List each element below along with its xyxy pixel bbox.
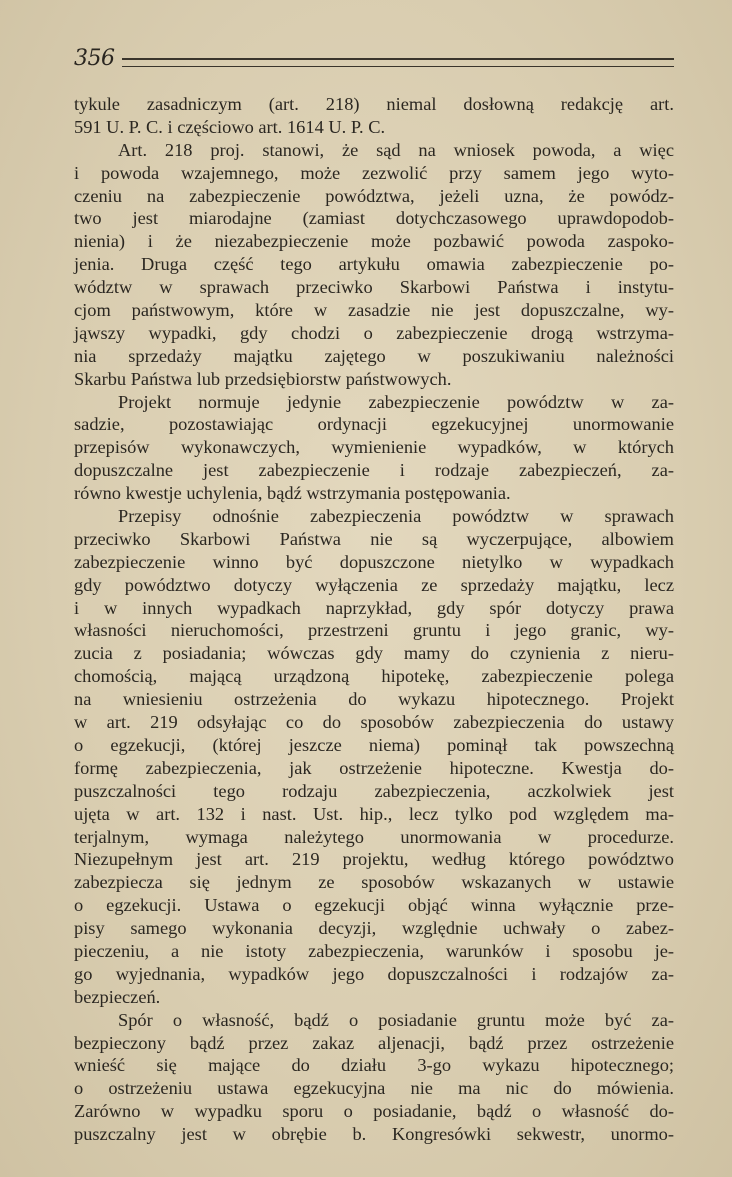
- header-rule: [122, 58, 674, 67]
- text-line: 591 U. P. C. i częściowo art. 1614 U. P. C.: [74, 116, 386, 137]
- text-line: wództw w sprawach przeciwko Skarbowi Państwa i instytu-: [74, 277, 674, 298]
- text-line: zabezpiecza się jednym ze sposobów wskazanych w ustawie: [74, 872, 674, 893]
- text-line: go wyjednania, wypadków jego dopuszczalności i rodzajów za-: [74, 963, 674, 984]
- text-line: cjom państwowym, które w zasadzie nie jest dopuszczalne, wy-: [74, 300, 674, 321]
- text-line: czeniu na zabezpieczenie powództwa, jeżeli uzna, że powódz-: [74, 185, 674, 206]
- page-header: [74, 46, 674, 76]
- text-line: nia sprzedaży majątku zajętego w poszukiwaniu należności: [74, 345, 674, 366]
- text-line: wnieść się mające do działu 3-go wykazu hipotecznego;: [74, 1055, 674, 1076]
- text-line: jenia. Druga część tego artykułu omawia zabezpieczenie po-: [74, 254, 674, 275]
- text-line: zabezpieczenie winno być dopuszczone nietylko w wypadkach: [74, 551, 674, 572]
- text-line: Art. 218 proj. stanowi, że sąd na wniosek powoda, a więc: [118, 139, 674, 160]
- text-line: nienia) i że niezabezpieczenie może pozbawić powoda zaspoko-: [74, 231, 674, 252]
- text-line: ujęta w art. 132 i nast. Ust. hip., lecz tylko pod względem ma-: [74, 803, 674, 824]
- text-line: Przepisy odnośnie zabezpieczenia powództw w sprawach: [118, 506, 674, 527]
- text-line: o egzekucji. Ustawa o egzekucji objąć winna wyłącznie prze-: [74, 895, 674, 916]
- text-line: gdy powództwo dotyczy wyłączenia ze sprzedaży majątku, lecz: [74, 574, 674, 595]
- text-line: Projekt normuje jedynie zabezpieczenie powództw w za-: [118, 391, 674, 412]
- text-line: pieczeniu, a nie istoty zabezpieczenia, warunków i sposobu je-: [74, 940, 674, 961]
- text-line: bezpieczeń.: [74, 986, 161, 1007]
- body-text: [74, 93, 674, 1146]
- text-line: formę zabezpieczenia, jak ostrzeżenie hipoteczne. Kwestja do-: [74, 757, 674, 778]
- text-line: i w innych wypadkach naprzykład, gdy spór dotyczy prawa: [74, 597, 674, 618]
- text-line: przepisów wykonawczych, wymienienie wypadków, w których: [74, 437, 674, 458]
- text-line: Zarówno w wypadku sporu o posiadanie, bądź o własność do-: [74, 1101, 674, 1122]
- text-line: o ostrzeżeniu ustawa egzekucyjna nie ma nic do mówienia.: [74, 1078, 674, 1099]
- text-line: i powoda wzajemnego, może zezwolić przy samem jego wyto-: [74, 162, 674, 183]
- text-line: Niezupełnym jest art. 219 projektu, według którego powództwo: [74, 849, 674, 870]
- text-line: przeciwko Skarbowi Państwa nie są wyczerpujące, albowiem: [74, 528, 674, 549]
- text-line: puszczalności tego rodzaju zabezpieczenia, aczkolwiek jest: [74, 780, 674, 801]
- text-line: chomością, mającą urządzoną hipotekę, zabezpieczenie polega: [74, 666, 674, 687]
- text-line: równo kwestje uchylenia, bądź wstrzymania postępowania.: [74, 483, 511, 504]
- text-line: puszczalny jest w obrębie b. Kongresówki sekwestr, unormo-: [74, 1124, 674, 1145]
- text-line: jąwszy wypadki, gdy chodzi o zabezpieczenie drogą wstrzyma-: [74, 322, 674, 343]
- text-line: two jest miarodajne (zamiast dotychczasowego uprawdopodob-: [74, 208, 674, 229]
- text-line: terjalnym, wymaga należytego unormowania w procedurze.: [74, 826, 674, 847]
- text-line: własności nieruchomości, przestrzeni gruntu i jego granic, wy-: [74, 620, 674, 641]
- text-line: sadzie, pozostawiając ordynacji egzekucyjnej unormowanie: [74, 414, 674, 435]
- page-number: 356: [74, 46, 115, 71]
- text-line: na wniesieniu ostrzeżenia do wykazu hipotecznego. Projekt: [74, 689, 674, 710]
- text-line: bezpieczony bądź przez zakaz aljenacji, bądź przez ostrzeżenie: [74, 1032, 674, 1053]
- text-line: dopuszczalne jest zabezpieczenie i rodzaje zabezpieczeń, za-: [74, 460, 674, 481]
- text-line: w art. 219 odsyłając co do sposobów zabezpieczenia do ustawy: [74, 712, 674, 733]
- text-line: Skarbu Państwa lub przedsiębiorstw państwowych.: [74, 368, 452, 389]
- text-line: o egzekucji, (której jeszcze niema) pominął tak powszechną: [74, 734, 674, 755]
- text-line: tykule zasadniczym (art. 218) niemal dosłowną redakcję art.: [74, 94, 674, 114]
- text-line: pisy samego wykonania decyzji, względnie uchwały o zabez-: [74, 918, 674, 939]
- text-line: zucia z posiadania; wówczas gdy mamy do czynienia z nieru-: [74, 643, 674, 664]
- text-line: Spór o własność, bądź o posiadanie gruntu może być za-: [118, 1009, 674, 1030]
